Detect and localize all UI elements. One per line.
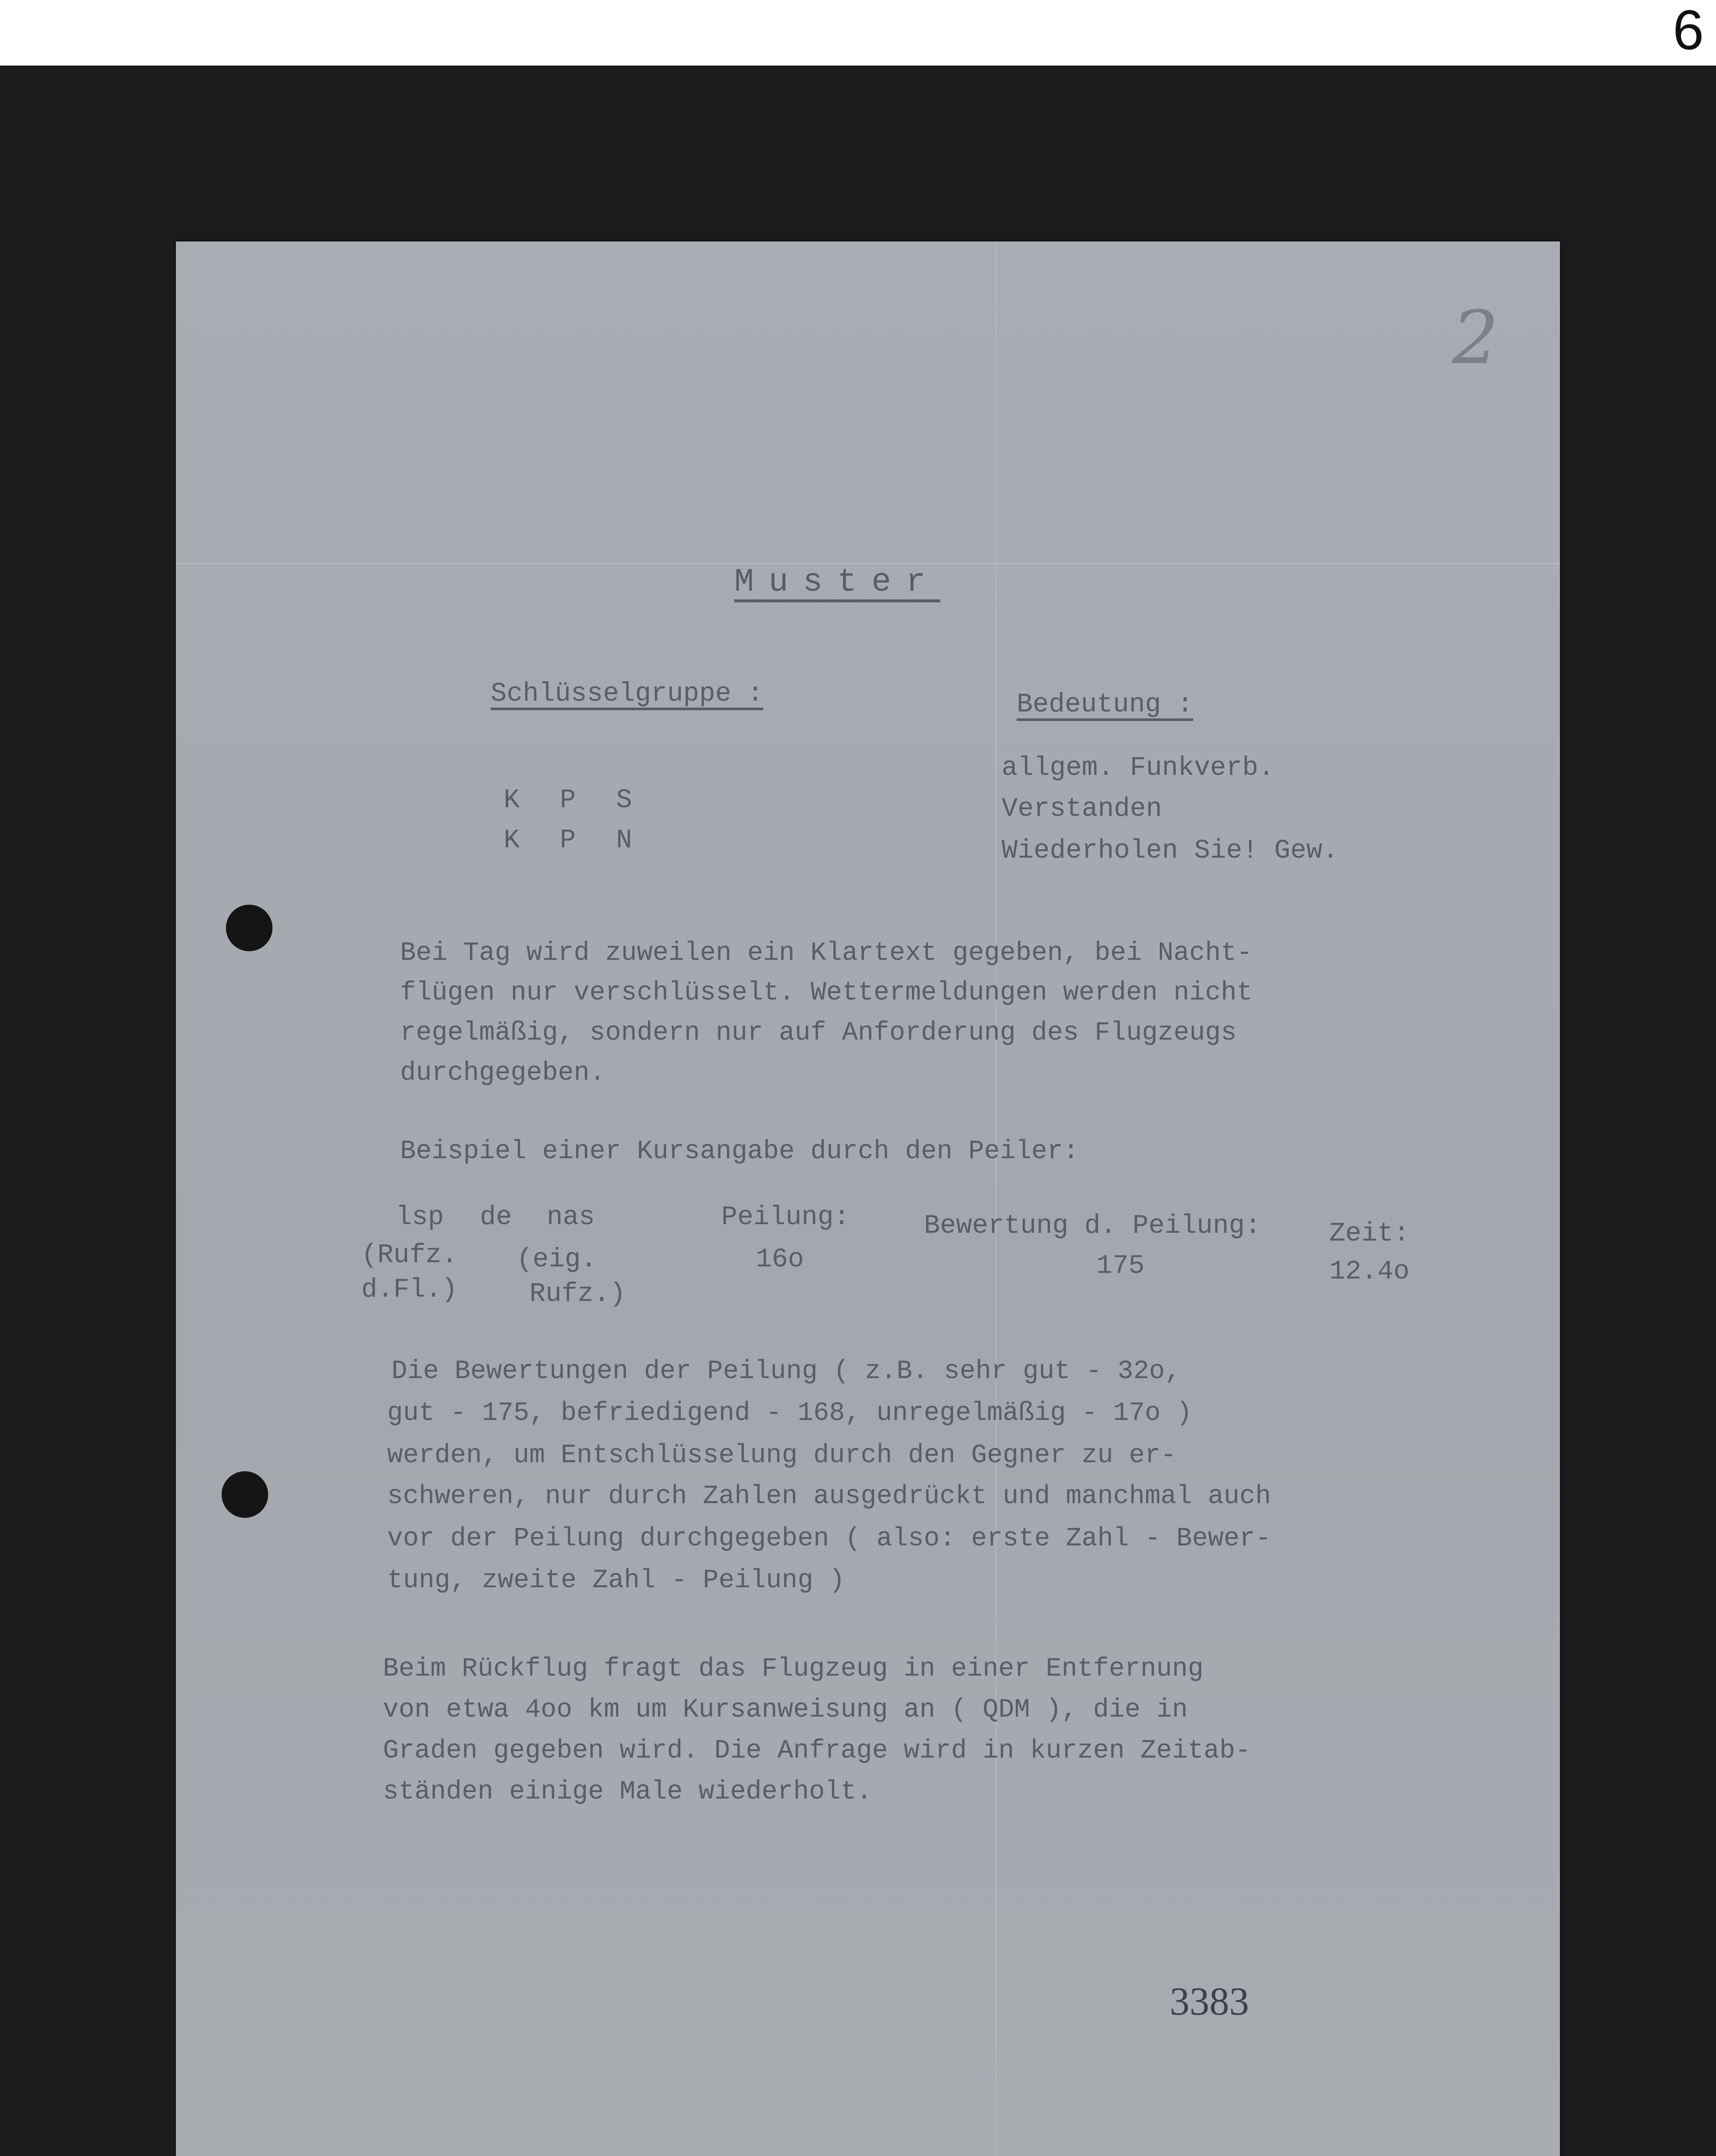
callsign-aircraft: lsp — [396, 1202, 444, 1232]
document-title: Muster — [734, 564, 940, 601]
paragraph-line: werden, um Entschlüsselung durch den Gegner zu er- — [387, 1441, 1177, 1470]
paragraph-line: ständen einige Male wiederholt. — [383, 1777, 872, 1807]
paragraph-line: schweren, nur durch Zahlen ausgedrückt und manchmal auch — [387, 1482, 1271, 1511]
header-key-group: Schlüsselgruppe : — [491, 678, 764, 709]
bearing-value: 16o — [756, 1244, 804, 1275]
code-row-1: K P S — [504, 785, 645, 815]
callsign-aircraft-note: (Rufz. — [361, 1240, 458, 1270]
paragraph-line: von etwa 4oo km um Kursanweisung an ( QDM ), die in — [383, 1695, 1188, 1725]
document-sheet — [176, 241, 1560, 2156]
callsign-aircraft-note: d.Fl.) — [361, 1274, 458, 1305]
paragraph-line: vor der Peilung durchgegeben ( also: erste Zahl - Bewer- — [387, 1524, 1271, 1554]
paragraph-line: flügen nur verschlüsselt. Wettermeldungen werden nicht — [400, 978, 1253, 1008]
meaning-row-2: Wiederholen Sie! Gew. — [1002, 835, 1339, 866]
bearing-label: Peilung: — [721, 1202, 850, 1232]
rating-label: Bewertung d. Peilung: — [924, 1210, 1261, 1241]
vertical-fold-line — [995, 241, 997, 2156]
paragraph-line: regelmäßig, sondern nur auf Anforderung des Flugzeugs — [400, 1018, 1237, 1048]
paragraph-line: Beim Rückflug fragt das Flugzeug in einer Entfernung — [383, 1654, 1204, 1684]
archive-number: 3383 — [1170, 1979, 1249, 2023]
handwritten-page-mark: 2 — [1452, 295, 1499, 381]
paragraph-line: gut - 175, befriedigend - 168, unregelmäßig - 17o ) — [387, 1398, 1192, 1428]
punch-hole-top — [226, 905, 272, 951]
paragraph-line: Graden gegeben wird. Die Anfrage wird in kurzen Zeitab- — [383, 1736, 1251, 1766]
rating-value: 175 — [1096, 1250, 1145, 1281]
meaning-row-1: Verstanden — [1002, 793, 1162, 824]
time-label: Zeit: — [1329, 1218, 1410, 1249]
meaning-row-0: allgem. Funkverb. — [1002, 752, 1274, 783]
callsign-own: nas — [547, 1202, 595, 1232]
callsign-own-note: (eig. — [517, 1244, 597, 1275]
separator-de: de — [480, 1202, 512, 1232]
paragraph-line: Die Bewertungen der Peilung ( z.B. sehr gut - 32o, — [391, 1357, 1181, 1386]
paragraph-line: tung, zweite Zahl - Peilung ) — [387, 1566, 845, 1595]
page-number: 6 — [1672, 0, 1704, 61]
example-heading: Beispiel einer Kursangabe durch den Peiler: — [400, 1137, 1079, 1166]
time-value: 12.4o — [1329, 1256, 1410, 1287]
header-meaning: Bedeutung : — [1017, 689, 1193, 720]
paragraph-line: durchgegeben. — [400, 1058, 605, 1088]
punch-hole-bottom — [222, 1471, 268, 1518]
callsign-own-note: Rufz.) — [529, 1279, 626, 1309]
paragraph-line: Bei Tag wird zuweilen ein Klartext gegeben, bei Nacht- — [400, 938, 1253, 968]
code-row-2: K P N — [504, 825, 645, 856]
